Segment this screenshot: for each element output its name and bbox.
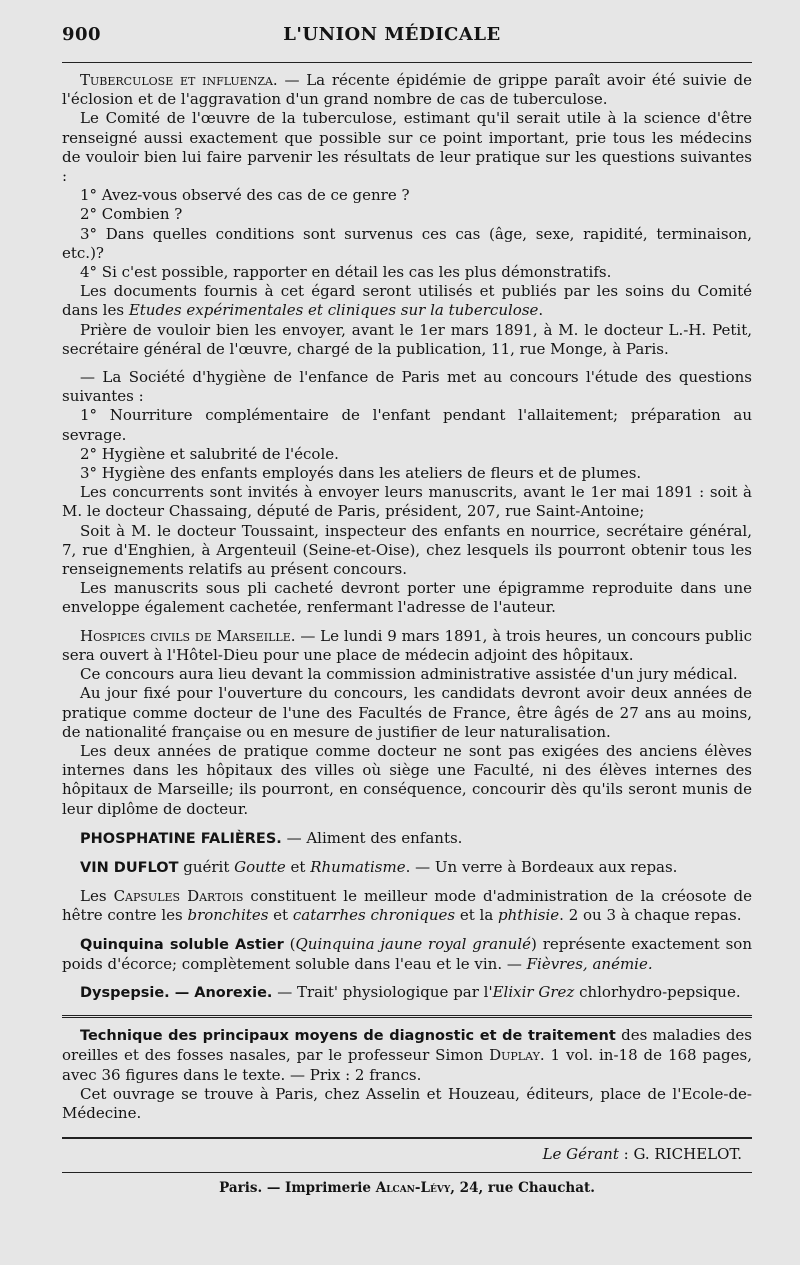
- hospices-paragraph-1: [62, 627, 752, 665]
- hospices-paragraph-2: Ce concours aura lieu devant la commission administrative assistée d'un jury médical.: [80, 665, 738, 684]
- ad-dartois: [62, 887, 752, 925]
- ad-astier-name: Quinquina soluble Astier: [80, 936, 284, 953]
- gerant-label: Le Gérant: [542, 1145, 619, 1164]
- ad-dyspepsie-elixir: Elixir Grez: [492, 982, 575, 1001]
- ad-astier: [62, 935, 752, 974]
- hospices-paragraph-3: Au jour fixé pour l'ouverture du concours, les candidats devront avoir deux années de pratique comme docteur de l'une des Facultés de France, être âgés de 27 ans au moins, de nationalité française ou en mesure de justifier de leur naturalisation.: [62, 684, 752, 741]
- ad-dyspepsie-text-1: — Trait' physiologique par l': [272, 982, 493, 1001]
- section-double-rule: [62, 1015, 752, 1018]
- ad-dartois-catarrhes: catarrhes chroniques: [292, 906, 456, 925]
- ad-dartois-text-4: et la: [455, 906, 499, 925]
- hygiene-question-3: 3° Hygiène des enfants employés dans les ateliers de fleurs et de plumes.: [80, 464, 642, 483]
- tuberculose-question-1: 1° Avez-vous observé des cas de ce genre ?: [80, 186, 410, 205]
- imprint-text-2: , 24, rue Chauchat.: [450, 1180, 595, 1197]
- technique-text-2: . 1 vol. in-18 de 168 pages, avec 36 figures dans le texte. — Prix : 2 francs.: [62, 1046, 752, 1084]
- gerant-name: : G. RICHELOT.: [618, 1145, 742, 1164]
- ad-phosphatine-name: PHOSPHATINE FALIÈRES.: [80, 830, 282, 847]
- tuberculose-question-4: 4° Si c'est possible, rapporter en détail les cas les plus démonstratifs.: [80, 263, 612, 282]
- ad-duflot-text-1: guérit: [178, 857, 235, 876]
- hygiene-notice: [62, 368, 752, 618]
- technique-title: Technique des principaux moyens de diagnostic et de traitement: [80, 1028, 616, 1045]
- ad-phosphatine: [62, 829, 752, 849]
- ad-astier-text-1: (: [283, 934, 296, 953]
- advertisements: [62, 829, 752, 1003]
- ad-duflot-name: VIN DUFLOT: [80, 859, 179, 876]
- hospices-text-1: — Le lundi 9 mars 1891, à trois heures, un concours public sera ouvert à l'Hôtel-Dieu pour une place de médecin adjoint des hôpitaux.: [62, 626, 752, 664]
- tuberculose-paragraph-3: [62, 282, 752, 320]
- tuberculose-notice: [62, 71, 752, 359]
- tuberculose-paragraph-4: Prière de vouloir bien les envoyer, avant le 1er mars 1891, à M. le docteur L.-H. Petit, secrétaire général de l'œuvre, chargé de la publication, 11, rue Monge, à Paris.: [62, 320, 752, 358]
- tuberculose-text-1: — La récente épidémie de grippe paraît avoir été suivie de l'éclosion et de l'aggravation d'un grand nombre de cas de tuberculose.: [62, 71, 752, 109]
- tuberculose-question-2: 2° Combien ?: [80, 205, 183, 224]
- imprint-text-1: Paris. — Imprimerie: [219, 1180, 376, 1197]
- ad-duflot-rhumatisme: Rhumatisme: [310, 857, 406, 876]
- ad-dyspepsie-name: Dyspepsie. — Anorexie.: [80, 984, 273, 1001]
- ad-dartois-text-2: constituent le meilleur mode d'administration de la créosote de hêtre contre les: [62, 887, 752, 925]
- ad-dartois-text-1: Les: [80, 887, 114, 906]
- page-number: 900: [62, 24, 102, 45]
- technique-text-1: des maladies des oreilles et des fosses nasales, par le professeur Simon: [62, 1026, 753, 1065]
- ad-dartois-name: Capsules Dartois: [113, 887, 244, 906]
- ad-duflot-goutte: Goutte: [234, 857, 286, 876]
- hygiene-paragraph-1: Les concurrents sont invités à envoyer leurs manuscrits, avant le 1er mai 1891 : soit à M. le docteur Chassaing, député de Paris, président, 207, rue Saint-Antoine;: [62, 483, 752, 521]
- technique-author: Duplay: [489, 1046, 540, 1065]
- tuberculose-text-3a: Les documents fournis à cet égard seront utilisés et publiés par les soins du Comité dans les: [62, 282, 752, 320]
- tuberculose-paragraph-1: [62, 71, 752, 109]
- hygiene-intro: — La Société d'hygiène de l'enfance de Paris met au concours l'étude des questions suivantes :: [62, 368, 752, 406]
- ad-duflot-text-2: et: [285, 857, 311, 876]
- hygiene-question-1: 1° Nourriture complémentaire de l'enfant pendant l'allaitement; préparation au sevrage.: [62, 406, 752, 444]
- imprint-rule: [62, 1172, 752, 1173]
- running-header: [62, 24, 752, 56]
- ad-dyspepsie-text-2: chlorhydro-pepsique.: [574, 982, 741, 1001]
- technique-notice: [62, 1026, 752, 1123]
- imprint-printer-name: Alcan-Lévy: [375, 1180, 451, 1197]
- ad-astier-subtitle: Quinquina jaune royal granulé: [295, 934, 532, 953]
- ad-dartois-text-3: et: [268, 906, 293, 925]
- ad-duflot-text-3: . — Un verre à Bordeaux aux repas.: [405, 857, 678, 876]
- ad-dyspepsie: [62, 983, 752, 1003]
- ad-dartois-bronchites: bronchites: [187, 906, 269, 925]
- tuberculose-text-3c: .: [538, 301, 544, 320]
- tuberculose-publication-title: Etudes expérimentales et cliniques sur la tuberculose: [128, 301, 539, 320]
- ad-astier-text-2: ) représente exactement son poids d'écorce; complètement soluble dans l'eau et le vin. —: [62, 934, 752, 973]
- ad-astier-indications: Fièvres, anémie.: [526, 954, 653, 973]
- tuberculose-question-3: 3° Dans quelles conditions sont survenus ces cas (âge, sexe, rapidité, terminaison, etc.)?: [62, 224, 752, 262]
- hospices-notice: [62, 627, 752, 819]
- hospices-lead: Hospices civils de Marseille.: [80, 626, 296, 645]
- journal-title: L'UNION MÉDICALE: [283, 24, 501, 45]
- footer-rule: [62, 1137, 752, 1139]
- tuberculose-paragraph-2: Le Comité de l'œuvre de la tuberculose, estimant qu'il serait utile à la science d'être renseigné aussi exactement que possible sur ce point important, prie tous les médecins de vouloir bien lui faire parvenir les résultats de leur pratique sur les questions suivantes :: [62, 109, 752, 186]
- hygiene-paragraph-3: Les manuscrits sous pli cacheté devront porter une épigramme reproduite dans une enveloppe également cachetée, renfermant l'adresse de l'auteur.: [62, 579, 752, 617]
- gerant-signature: [62, 1145, 742, 1164]
- printer-imprint: [62, 1179, 752, 1198]
- ad-phosphatine-text: — Aliment des enfants.: [281, 828, 463, 847]
- ad-dartois-phthisie: phthisie: [498, 906, 560, 925]
- ad-dartois-text-5: . 2 ou 3 à chaque repas.: [559, 906, 742, 925]
- hospices-paragraph-4: Les deux années de pratique comme docteur ne sont pas exigées des anciens élèves internes dans les hôpitaux des villes où siège une Faculté, ni des élèves internes des hôpitaux de Marseille; ils pourront, en conséquence, concourir dès qu'ils seront munis de leur diplôme de docteur.: [62, 741, 752, 818]
- hygiene-question-2: 2° Hygiène et salubrité de l'école.: [80, 444, 339, 463]
- header-rule: [62, 62, 752, 63]
- technique-paragraph-2: Cet ouvrage se trouve à Paris, chez Asselin et Houzeau, éditeurs, place de l'Ecole-de-Médecine.: [62, 1084, 752, 1122]
- tuberculose-lead: Tuberculose et influenza.: [80, 71, 278, 89]
- hygiene-paragraph-2: Soit à M. le docteur Toussaint, inspecteur des enfants en nourrice, secrétaire général, 7, rue d'Enghien, à Argenteuil (Seine-et-Oise), chez lesquels ils pourront obtenir tous les renseignements relatifs au présent concours.: [62, 521, 752, 579]
- ad-duflot: [62, 858, 752, 878]
- technique-paragraph-1: [62, 1026, 752, 1085]
